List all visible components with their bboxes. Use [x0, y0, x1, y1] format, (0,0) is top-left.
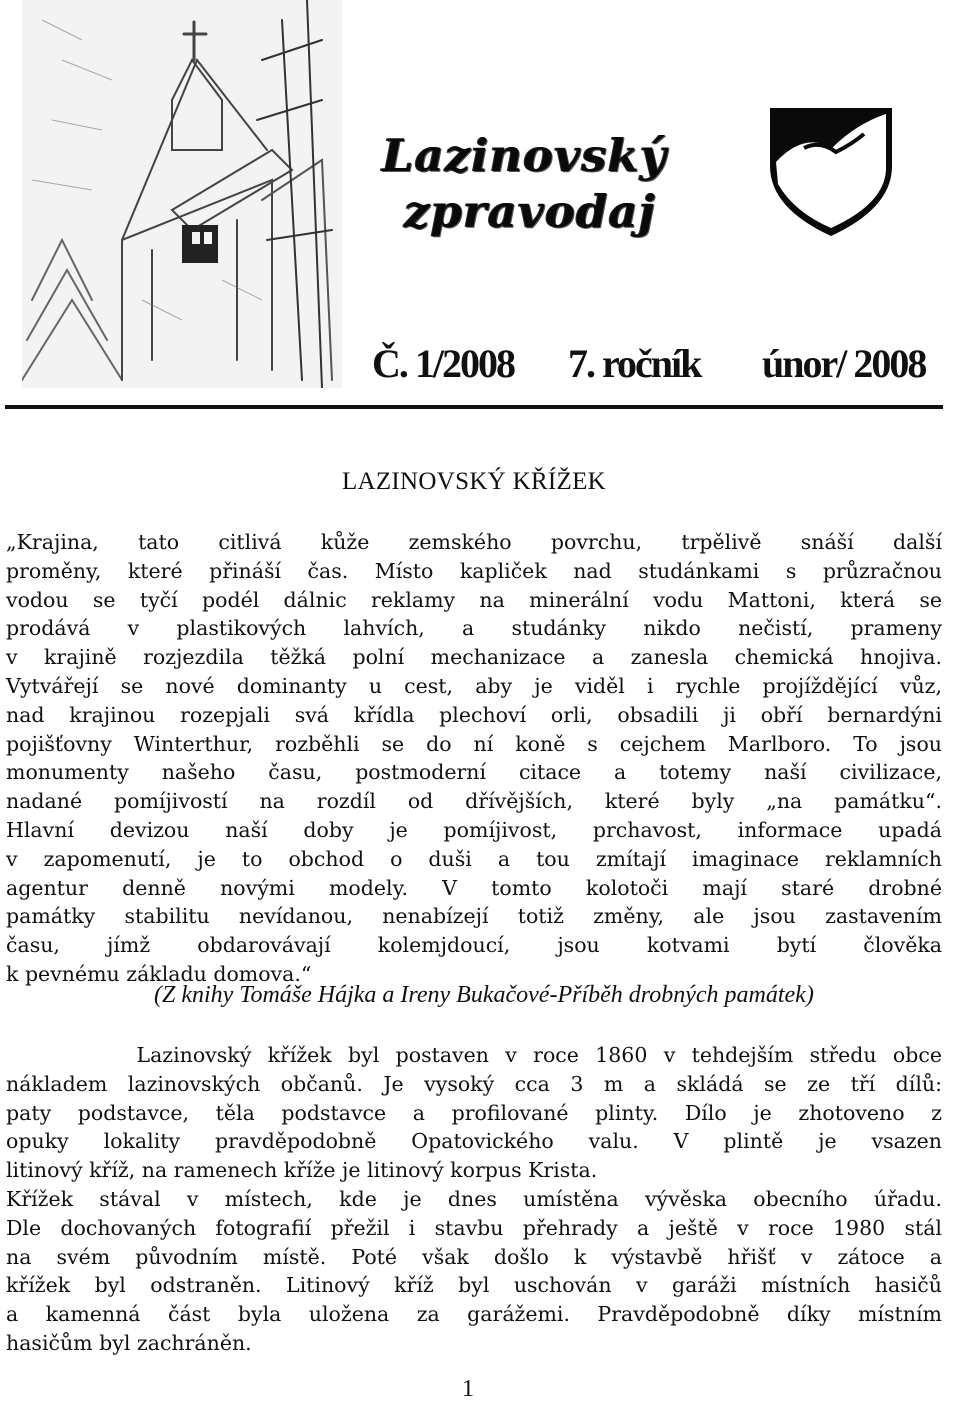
article-heading: LAZINOVSKÝ KŘÍŽEK — [341, 468, 607, 495]
title-line-2: zpravodaj — [404, 185, 656, 238]
text-line: Lazinovský křížek byl postaven v roce 1860 v tehdejším středu obce — [6, 1043, 942, 1067]
text-line: Dle dochovaných fotografií přežil i stavbu přehrady a ještě v roce 1980 stál — [6, 1215, 942, 1240]
text-line: v zapomenutí, je to obchod o duši a tou zmítají imaginace reklamních — [6, 846, 942, 871]
chapel-sketch-image — [22, 0, 342, 388]
text-line: památky stabilitu nevídanou, nenabízejí totiž změny, ale jsou zastavením — [6, 904, 942, 929]
newsletter-title — [382, 128, 672, 248]
text-line: křížek byl odstraněn. Litinový kříž byl uschován v garáži místních hasičů — [6, 1273, 942, 1298]
text-line: proměny, které přináší čas. Místo kapliček nad studánkami s průzračnou — [6, 558, 942, 583]
text-line: Vytvářejí se nové dominanty u cest, aby je viděl i rychle projíždějící vůz, — [6, 673, 942, 698]
text-line: opuky lokality pravděpodobně Opatovického valu. V plintě je vsazen — [6, 1129, 942, 1154]
page-number: 1 — [462, 1376, 474, 1402]
text-line: agentur denně novými modely. V tomto kolotoči mají staré drobné — [6, 875, 942, 900]
title-line-1: Lazinovský — [382, 129, 667, 182]
issue-date: únor/ 2008 — [762, 341, 926, 386]
issue-number: Č. 1/2008 — [372, 341, 514, 386]
text-line: k pevnému základu domova.“ — [6, 961, 312, 986]
text-line: nad krajinou rozepjali svá křídla plechoví orli, obsadili ji obří bernardýni — [6, 702, 942, 727]
text-line: paty podstavce, těla podstavce a profilované plinty. Dílo je zhotoveno z — [6, 1100, 942, 1125]
text-line: nákladem lazinovských občanů. Je vysoký cca 3 m a skládá se ze tří dílů: — [6, 1071, 942, 1096]
text-line: na svém původním místě. Poté však došlo k výstavbě hřišť v zátoce a — [6, 1244, 942, 1269]
text-line: monumenty našeho času, postmoderní citace a totemy naší civilizace, — [6, 760, 942, 785]
text-line: a kamenná část byla uložena za garážemi. Pravděpodobně díky místním — [6, 1302, 942, 1327]
article-body — [6, 1041, 942, 1358]
village-coat-of-arms-image — [764, 104, 898, 238]
text-line: v krajině rozjezdila těžká polní mechanizace a zanesla chemická hnojiva. — [6, 645, 942, 670]
text-line: vodou se tyčí podél dálnic reklamy na minerální vodu Mattoni, která se — [6, 587, 942, 612]
text-line: nadané pomíjivostí na rozdíl od dřívějších, které byly „na památku“. — [6, 789, 942, 814]
text-line: hasičům byl zachráněn. — [6, 1330, 252, 1355]
quote-paragraph — [6, 528, 942, 989]
header-divider — [5, 405, 943, 409]
text-line: litinový kříž, na ramenech kříže je litinový korpus Krista. — [6, 1158, 598, 1183]
text-line: pojišťovny Winterthur, rozběhli se do ní koně s cejchem Marlboro. To jsou — [6, 731, 942, 756]
text-line: času, jímž obdarovávají kolemjdoucí, jsou kotvami bytí člověka — [6, 933, 942, 958]
quote-citation: (Z knihy Tomáše Hájka a Ireny Bukačové-Příběh drobných památek) — [154, 982, 814, 1008]
text-line: Křížek stával v místech, kde je dnes umístěna vývěska obecního úřadu. — [6, 1186, 942, 1211]
text-line: „Krajina, tato citlivá kůže zemského povrchu, trpělivě snáší další — [6, 530, 942, 554]
issue-line — [372, 340, 942, 392]
volume: 7. ročník — [568, 341, 701, 386]
text-line: Hlavní devizou naší doby je pomíjivost, prchavost, informace upadá — [6, 817, 942, 842]
text-line: prodává v plastikových lahvích, a studánky nikdo nečistí, prameny — [6, 616, 942, 641]
